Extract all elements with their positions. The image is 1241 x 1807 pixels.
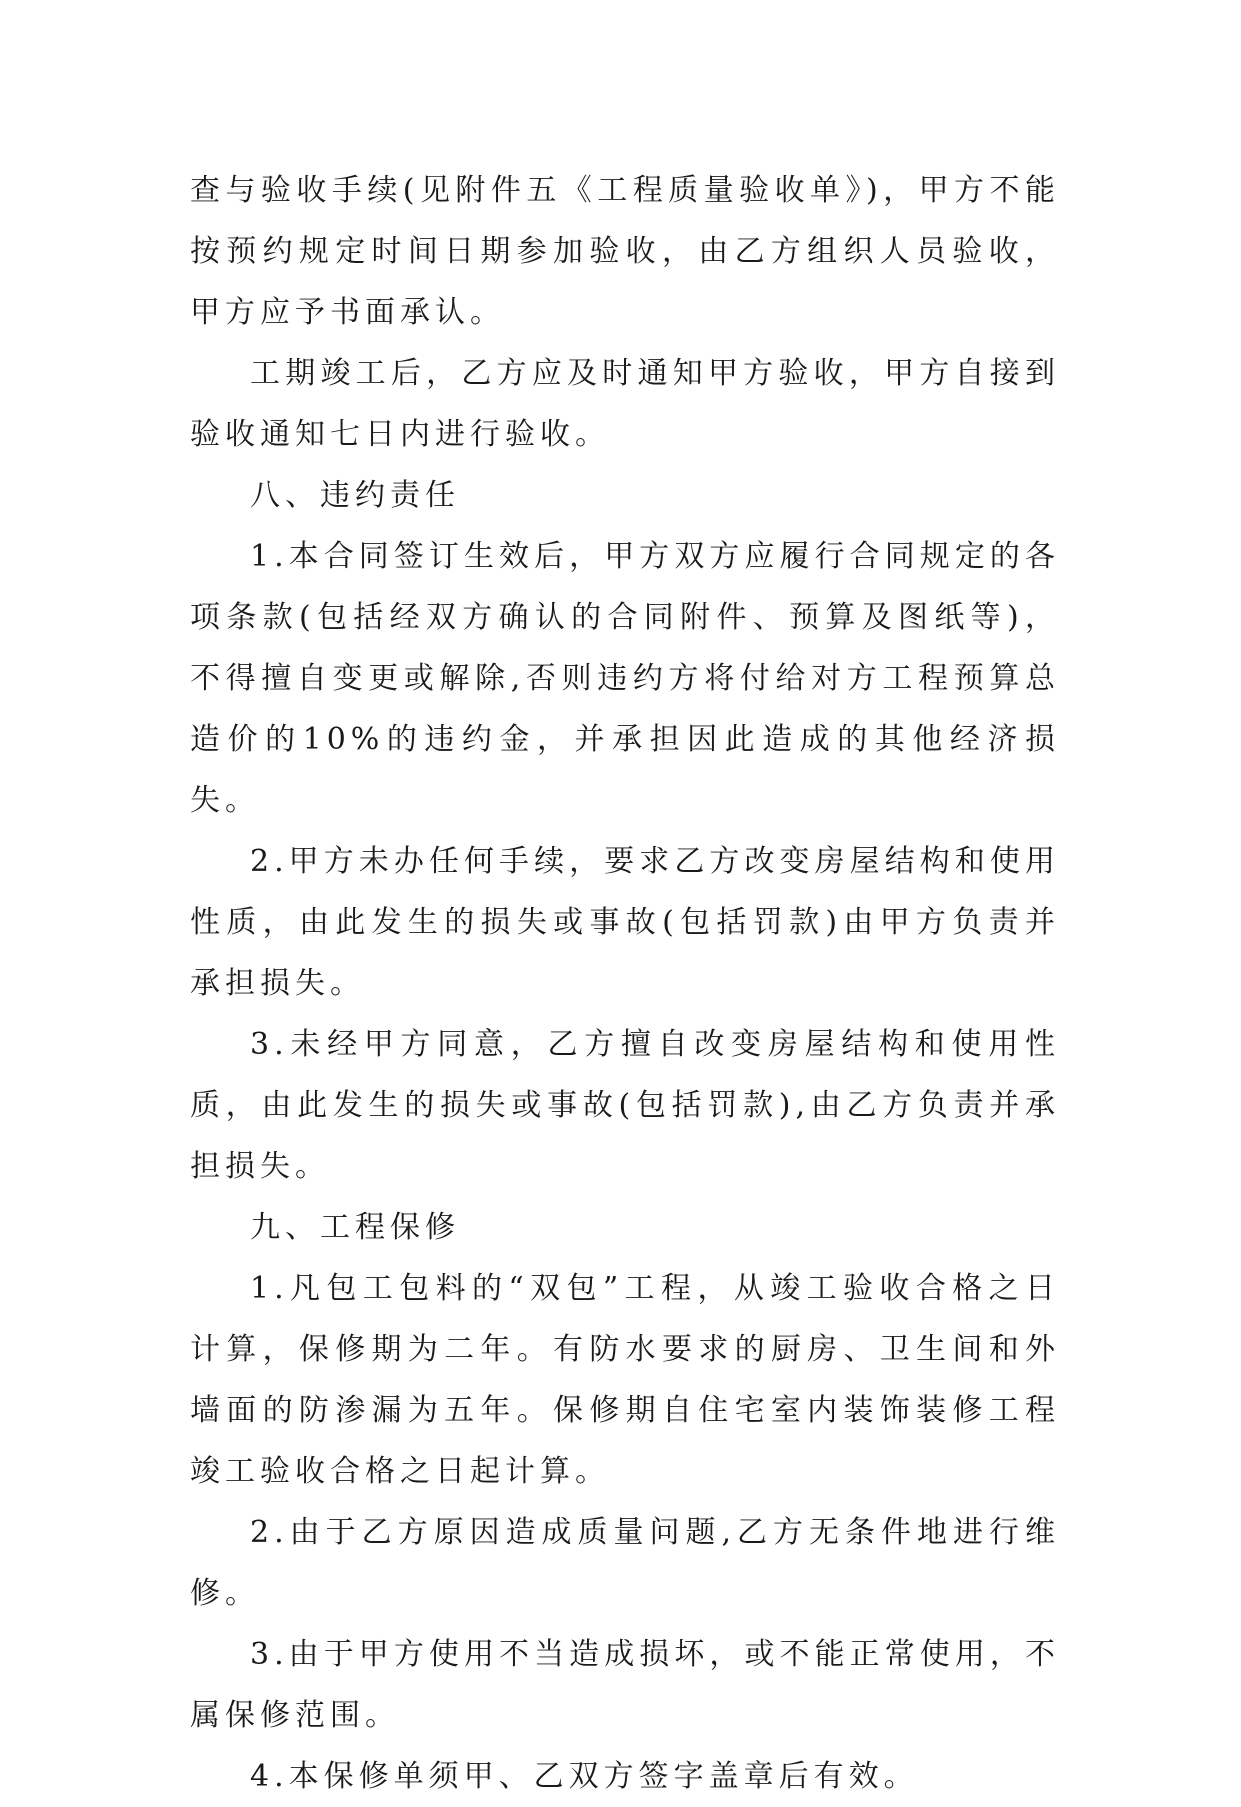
- paragraph-completion-notice: 工期竣工后，乙方应及时通知甲方验收，甲方自接到验收通知七日内进行验收。: [190, 356, 1060, 452]
- paragraph-breach-clause-3: 3.未经甲方同意，乙方擅自改变房屋结构和使用性质，由此发生的损失或事故(包括罚款),由乙方负责并承担损失。: [190, 1027, 1060, 1184]
- paragraph-warranty-clause-4: 4.本保修单须甲、乙双方签字盖章后有效。: [250, 1759, 919, 1794]
- paragraph-warranty-clause-2: 2.由于乙方原因造成质量问题,乙方无条件地进行维修。: [190, 1515, 1060, 1611]
- document-body: [190, 160, 1060, 1807]
- section-heading-breach-liability: 八、违约责任: [250, 478, 460, 513]
- paragraph-warranty-clause-3: 3.由于甲方使用不当造成损坏，或不能正常使用，不属保修范围。: [190, 1637, 1060, 1733]
- paragraph-breach-clause-2: 2.甲方未办任何手续，要求乙方改变房屋结构和使用性质，由此发生的损失或事故(包括罚款)由甲方负责并承担损失。: [190, 844, 1060, 1001]
- paragraph-warranty-clause-1: 1.凡包工包料的“双包”工程，从竣工验收合格之日计算，保修期为二年。有防水要求的厨房、卫生间和外墙面的防渗漏为五年。保修期自住宅室内装饰装修工程竣工验收合格之日起计算。: [190, 1271, 1060, 1489]
- section-heading-warranty: 九、工程保修: [250, 1210, 460, 1245]
- paragraph-acceptance-procedure: 查与验收手续(见附件五《工程质量验收单》)，甲方不能按预约规定时间日期参加验收，由乙方组织人员验收，甲方应予书面承认。: [190, 173, 1060, 330]
- paragraph-breach-clause-1: 1.本合同签订生效后，甲方双方应履行合同规定的各项条款(包括经双方确认的合同附件、预算及图纸等)，不得擅自变更或解除,否则违约方将付给对方工程预算总造价的10%的违约金，并承担因此造成的其他经济损失。: [190, 539, 1060, 818]
